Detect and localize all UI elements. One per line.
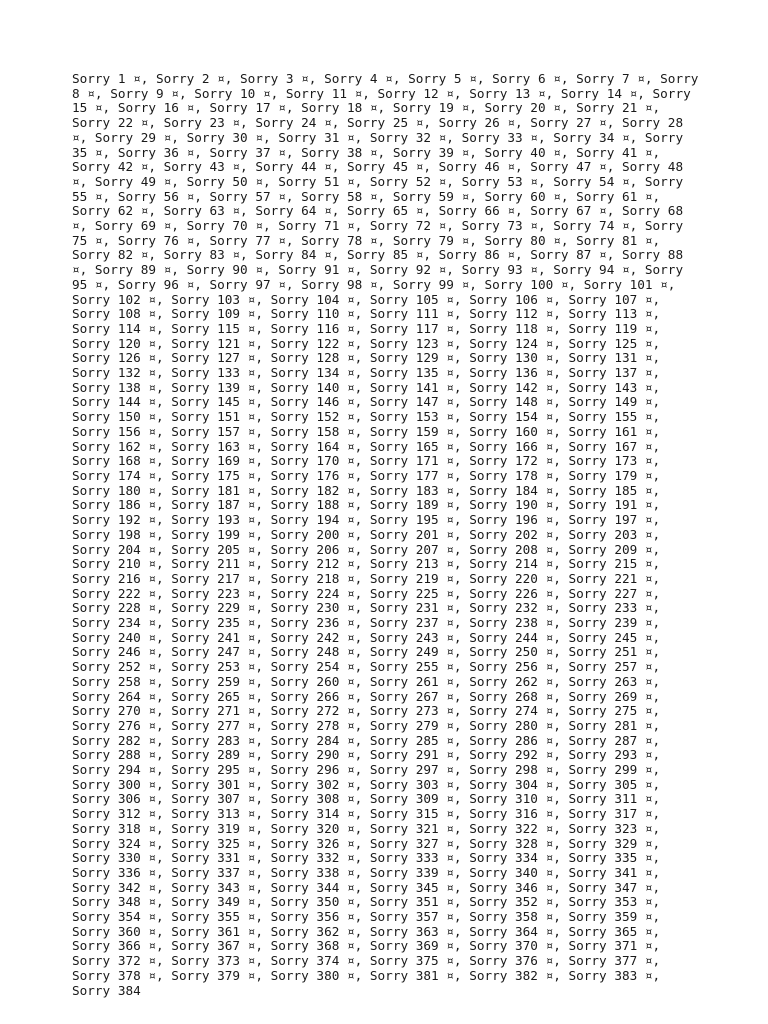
body-text-block	[72, 72, 700, 998]
body-paragraph: Sorry 1 ¤, Sorry 2 ¤, Sorry 3 ¤, Sorry 4 ¤, Sorry 5 ¤, Sorry 6 ¤, Sorry 7 ¤, Sorry 8 ¤, Sorry 9 ¤, Sorry 10 ¤, Sorry 11 ¤, Sorry 12 ¤, Sorry 13 ¤, Sorry 14 ¤, Sorry 15 ¤, Sorry 16 ¤, Sorry 17 ¤, Sorry 18 ¤, Sorry 19 ¤, Sorry 20 ¤, Sorry 21 ¤, Sorry 22 ¤, Sorry 23 ¤, Sorry 24 ¤, Sorry 25 ¤, Sorry 26 ¤, Sorry 27 ¤, Sorry 28 ¤, Sorry 29 ¤, Sorry 30 ¤, Sorry 31 ¤, Sorry 32 ¤, Sorry 33 ¤, Sorry 34 ¤, Sorry 35 ¤, Sorry 36 ¤, Sorry 37 ¤, Sorry 38 ¤, Sorry 39 ¤, Sorry 40 ¤, Sorry 41 ¤, Sorry 42 ¤, Sorry 43 ¤, Sorry 44 ¤, Sorry 45 ¤, Sorry 46 ¤, Sorry 47 ¤, Sorry 48 ¤, Sorry 49 ¤, Sorry 50 ¤, Sorry 51 ¤, Sorry 52 ¤, Sorry 53 ¤, Sorry 54 ¤, Sorry 55 ¤, Sorry 56 ¤, Sorry 57 ¤, Sorry 58 ¤, Sorry 59 ¤, Sorry 60 ¤, Sorry 61 ¤, Sorry 62 ¤, Sorry 63 ¤, Sorry 64 ¤, Sorry 65 ¤, Sorry 66 ¤, Sorry 67 ¤, Sorry 68 ¤, Sorry 69 ¤, Sorry 70 ¤, Sorry 71 ¤, Sorry 72 ¤, Sorry 73 ¤, Sorry 74 ¤, Sorry 75 ¤, Sorry 76 ¤, Sorry 77 ¤, Sorry 78 ¤, Sorry 79 ¤, Sorry 80 ¤, Sorry 81 ¤, Sorry 82 ¤, Sorry 83 ¤, Sorry 84 ¤, Sorry 85 ¤, Sorry 86 ¤, Sorry 87 ¤, Sorry 88 ¤, Sorry 89 ¤, Sorry 90 ¤, Sorry 91 ¤, Sorry 92 ¤, Sorry 93 ¤, Sorry 94 ¤, Sorry 95 ¤, Sorry 96 ¤, Sorry 97 ¤, Sorry 98 ¤, Sorry 99 ¤, Sorry 100 ¤, Sorry 101 ¤, Sorry 102 ¤, Sorry 103 ¤, Sorry 104 ¤, Sorry 105 ¤, Sorry 106 ¤, Sorry 107 ¤, Sorry 108 ¤, Sorry 109 ¤, Sorry 110 ¤, Sorry 111 ¤, Sorry 112 ¤, Sorry 113 ¤, Sorry 114 ¤, Sorry 115 ¤, Sorry 116 ¤, Sorry 117 ¤, Sorry 118 ¤, Sorry 119 ¤, Sorry 120 ¤, Sorry 121 ¤, Sorry 122 ¤, Sorry 123 ¤, Sorry 124 ¤, Sorry 125 ¤, Sorry 126 ¤, Sorry 127 ¤, Sorry 128 ¤, Sorry 129 ¤, Sorry 130 ¤, Sorry 131 ¤, Sorry 132 ¤, Sorry 133 ¤, Sorry 134 ¤, Sorry 135 ¤, Sorry 136 ¤, Sorry 137 ¤, Sorry 138 ¤, Sorry 139 ¤, Sorry 140 ¤, Sorry 141 ¤, Sorry 142 ¤, Sorry 143 ¤, Sorry 144 ¤, Sorry 145 ¤, Sorry 146 ¤, Sorry 147 ¤, Sorry 148 ¤, Sorry 149 ¤, Sorry 150 ¤, Sorry 151 ¤, Sorry 152 ¤, Sorry 153 ¤, Sorry 154 ¤, Sorry 155 ¤, Sorry 156 ¤, Sorry 157 ¤, Sorry 158 ¤, Sorry 159 ¤, Sorry 160 ¤, Sorry 161 ¤, Sorry 162 ¤, Sorry 163 ¤, Sorry 164 ¤, Sorry 165 ¤, Sorry 166 ¤, Sorry 167 ¤, Sorry 168 ¤, Sorry 169 ¤, Sorry 170 ¤, Sorry 171 ¤, Sorry 172 ¤, Sorry 173 ¤, Sorry 174 ¤, Sorry 175 ¤, Sorry 176 ¤, Sorry 177 ¤, Sorry 178 ¤, Sorry 179 ¤, Sorry 180 ¤, Sorry 181 ¤, Sorry 182 ¤, Sorry 183 ¤, Sorry 184 ¤, Sorry 185 ¤, Sorry 186 ¤, Sorry 187 ¤, Sorry 188 ¤, Sorry 189 ¤, Sorry 190 ¤, Sorry 191 ¤, Sorry 192 ¤, Sorry 193 ¤, Sorry 194 ¤, Sorry 195 ¤, Sorry 196 ¤, Sorry 197 ¤, Sorry 198 ¤, Sorry 199 ¤, Sorry 200 ¤, Sorry 201 ¤, Sorry 202 ¤, Sorry 203 ¤, Sorry 204 ¤, Sorry 205 ¤, Sorry 206 ¤, Sorry 207 ¤, Sorry 208 ¤, Sorry 209 ¤, Sorry 210 ¤, Sorry 211 ¤, Sorry 212 ¤, Sorry 213 ¤, Sorry 214 ¤, Sorry 215 ¤, Sorry 216 ¤, Sorry 217 ¤, Sorry 218 ¤, Sorry 219 ¤, Sorry 220 ¤, Sorry 221 ¤, Sorry 222 ¤, Sorry 223 ¤, Sorry 224 ¤, Sorry 225 ¤, Sorry 226 ¤, Sorry 227 ¤, Sorry 228 ¤, Sorry 229 ¤, Sorry 230 ¤, Sorry 231 ¤, Sorry 232 ¤, Sorry 233 ¤, Sorry 234 ¤, Sorry 235 ¤, Sorry 236 ¤, Sorry 237 ¤, Sorry 238 ¤, Sorry 239 ¤, Sorry 240 ¤, Sorry 241 ¤, Sorry 242 ¤, Sorry 243 ¤, Sorry 244 ¤, Sorry 245 ¤, Sorry 246 ¤, Sorry 247 ¤, Sorry 248 ¤, Sorry 249 ¤, Sorry 250 ¤, Sorry 251 ¤, Sorry 252 ¤, Sorry 253 ¤, Sorry 254 ¤, Sorry 255 ¤, Sorry 256 ¤, Sorry 257 ¤, Sorry 258 ¤, Sorry 259 ¤, Sorry 260 ¤, Sorry 261 ¤, Sorry 262 ¤, Sorry 263 ¤, Sorry 264 ¤, Sorry 265 ¤, Sorry 266 ¤, Sorry 267 ¤, Sorry 268 ¤, Sorry 269 ¤, Sorry 270 ¤, Sorry 271 ¤, Sorry 272 ¤, Sorry 273 ¤, Sorry 274 ¤, Sorry 275 ¤, Sorry 276 ¤, Sorry 277 ¤, Sorry 278 ¤, Sorry 279 ¤, Sorry 280 ¤, Sorry 281 ¤, Sorry 282 ¤, Sorry 283 ¤, Sorry 284 ¤, Sorry 285 ¤, Sorry 286 ¤, Sorry 287 ¤, Sorry 288 ¤, Sorry 289 ¤, Sorry 290 ¤, Sorry 291 ¤, Sorry 292 ¤, Sorry 293 ¤, Sorry 294 ¤, Sorry 295 ¤, Sorry 296 ¤, Sorry 297 ¤, Sorry 298 ¤, Sorry 299 ¤, Sorry 300 ¤, Sorry 301 ¤, Sorry 302 ¤, Sorry 303 ¤, Sorry 304 ¤, Sorry 305 ¤, Sorry 306 ¤, Sorry 307 ¤, Sorry 308 ¤, Sorry 309 ¤, Sorry 310 ¤, Sorry 311 ¤, Sorry 312 ¤, Sorry 313 ¤, Sorry 314 ¤, Sorry 315 ¤, Sorry 316 ¤, Sorry 317 ¤, Sorry 318 ¤, Sorry 319 ¤, Sorry 320 ¤, Sorry 321 ¤, Sorry 322 ¤, Sorry 323 ¤, Sorry 324 ¤, Sorry 325 ¤, Sorry 326 ¤, Sorry 327 ¤, Sorry 328 ¤, Sorry 329 ¤, Sorry 330 ¤, Sorry 331 ¤, Sorry 332 ¤, Sorry 333 ¤, Sorry 334 ¤, Sorry 335 ¤, Sorry 336 ¤, Sorry 337 ¤, Sorry 338 ¤, Sorry 339 ¤, Sorry 340 ¤, Sorry 341 ¤, Sorry 342 ¤, Sorry 343 ¤, Sorry 344 ¤, Sorry 345 ¤, Sorry 346 ¤, Sorry 347 ¤, Sorry 348 ¤, Sorry 349 ¤, Sorry 350 ¤, Sorry 351 ¤, Sorry 352 ¤, Sorry 353 ¤, Sorry 354 ¤, Sorry 355 ¤, Sorry 356 ¤, Sorry 357 ¤, Sorry 358 ¤, Sorry 359 ¤, Sorry 360 ¤, Sorry 361 ¤, Sorry 362 ¤, Sorry 363 ¤, Sorry 364 ¤, Sorry 365 ¤, Sorry 366 ¤, Sorry 367 ¤, Sorry 368 ¤, Sorry 369 ¤, Sorry 370 ¤, Sorry 371 ¤, Sorry 372 ¤, Sorry 373 ¤, Sorry 374 ¤, Sorry 375 ¤, Sorry 376 ¤, Sorry 377 ¤, Sorry 378 ¤, Sorry 379 ¤, Sorry 380 ¤, Sorry 381 ¤, Sorry 382 ¤, Sorry 383 ¤, Sorry 384	[72, 71, 699, 998]
